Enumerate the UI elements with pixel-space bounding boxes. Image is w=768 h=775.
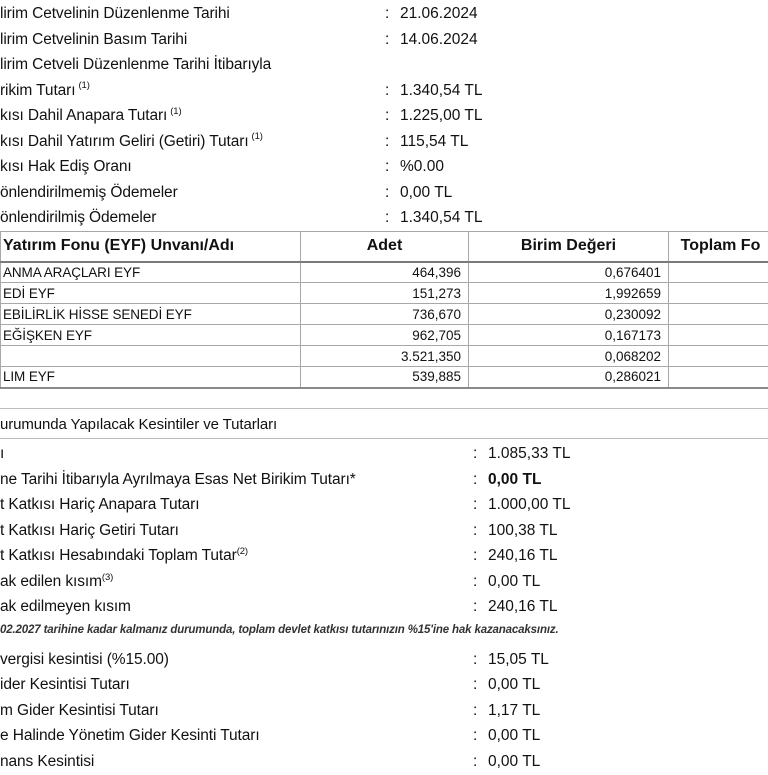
deduction-colon: : [473,441,477,467]
summary-value: %0.00 [400,154,444,180]
summary-value: 1.225,00 TL [400,103,482,129]
summary-value: 21.06.2024 [400,1,478,27]
deduction-label: ne Tarihi İtibarıyla Ayrılmaya Esas Net Birikim Tutarı* [0,467,356,493]
summary-label: lirim Cetvelinin Basım Tarihi [0,27,187,53]
table-row [1,262,768,283]
deduction-after-value: 0,00 TL [488,749,540,775]
summary-colon: : [385,27,389,53]
deduction-label: t Katkısı Hariç Getiri Tutarı [0,518,179,544]
cell-fund-name: EBİLİRLİK HİSSE SENEDİ EYF [1,304,301,325]
table-row [1,346,768,367]
deduction-colon: : [473,492,477,518]
deduction-after-value: 0,00 TL [488,672,540,698]
summary-label: rikim Tutarı $^{(1)}$ [0,78,90,104]
table-header-row [1,232,768,262]
deduction-footnote-marker: (2) [237,546,248,557]
summary-label: kısı Dahil Yatırım Geliri (Getiri) Tutarı $^{(1)}$ [0,129,263,155]
deduction-label: t Katkısı Hariç Anapara Tutarı [0,492,199,518]
summary-value: 115,54 TL [400,129,468,155]
cell-adet: 539,885 [301,367,469,388]
summary-value: 1.340,54 TL [400,78,482,104]
deduction-label: ak edilen kısım$^{(3)}$ [0,569,113,595]
cell-adet: 962,705 [301,325,469,346]
summary-colon: : [385,205,389,231]
cell-fund-name [1,346,301,367]
column-header-toplam-fon: Toplam Fo [669,232,768,262]
deduction-after-value: 0,00 TL [488,723,540,749]
deduction-after-label: ider Kesintisi Tutarı [0,672,130,698]
deduction-value: 240,16 TL [488,543,558,569]
summary-footnote-marker: (1) [170,106,181,117]
summary-label: lirim Cetvelinin Düzenlenme Tarihi [0,1,230,27]
cell-toplam-fon [669,304,768,325]
cell-fund-name: LIM EYF [1,367,301,388]
deduction-label: ı [0,441,4,467]
cell-fund-name: ANMA ARAÇLARI EYF [1,262,301,283]
deduction-after-label: nans Kesintisi [0,749,94,775]
deduction-after-colon: : [473,647,477,673]
deduction-value: 100,38 TL [488,518,558,544]
deduction-after-label: vergisi kesintisi (%15.00) [0,647,169,673]
deduction-colon: : [473,594,477,620]
deduction-after-label: m Gider Kesintisi Tutarı [0,698,159,724]
summary-colon: : [385,1,389,27]
cell-birim-degeri: 0,167173 [469,325,669,346]
deduction-label: t Katkısı Hesabındaki Toplam Tutar$^{(2)}$ [0,543,248,569]
deduction-after-colon: : [473,749,477,775]
fund-holdings-table [0,231,768,389]
column-header-fund-name: Yatırım Fonu (EYF) Unvanı/Adı [1,232,301,262]
table-row [1,304,768,325]
section-divider-top [0,408,768,409]
summary-footnote-marker: (1) [78,80,89,91]
cell-toplam-fon [669,283,768,304]
deduction-after-label: e Halinde Yönetim Gider Kesinti Tutarı [0,723,260,749]
column-header-adet: Adet [301,232,469,262]
cell-birim-degeri: 0,286021 [469,367,669,388]
deduction-after-value: 15,05 TL [488,647,549,673]
cell-adet: 151,273 [301,283,469,304]
table-row [1,325,768,346]
deduction-colon: : [473,467,477,493]
summary-colon: : [385,180,389,206]
summary-value: 14.06.2024 [400,27,478,53]
cell-toplam-fon [669,325,768,346]
cell-birim-degeri: 0,230092 [469,304,669,325]
deduction-value: 240,16 TL [488,594,558,620]
deduction-colon: : [473,569,477,595]
deduction-after-colon: : [473,723,477,749]
deduction-colon: : [473,518,477,544]
cell-adet: 736,670 [301,304,469,325]
deduction-label: ak edilmeyen kısım [0,594,131,620]
summary-value: 1.340,54 TL [400,205,482,231]
deduction-after-colon: : [473,698,477,724]
cell-toplam-fon [669,262,768,283]
summary-label: kısı Hak Ediş Oranı [0,154,132,180]
deduction-footnote-marker: (3) [102,571,113,582]
summary-colon: : [385,154,389,180]
cell-toplam-fon [669,367,768,388]
table-row [1,283,768,304]
summary-colon: : [385,129,389,155]
fund-table-header [1,232,768,262]
deduction-after-colon: : [473,672,477,698]
deduction-after-value: 1,17 TL [488,698,540,724]
section-divider-bottom [0,438,768,439]
summary-label: kısı Dahil Anapara Tutarı $^{(1)}$ [0,103,182,129]
cell-adet: 3.521,350 [301,346,469,367]
column-header-birim-degeri: Birim Değeri [469,232,669,262]
deductions-section-title: urumunda Yapılacak Kesintiler ve Tutarları [0,416,277,433]
summary-footnote-marker: (1) [252,131,263,142]
deduction-value: 1.000,00 TL [488,492,570,518]
cell-fund-name: EDİ EYF [1,283,301,304]
summary-value: 0,00 TL [400,180,452,206]
deduction-value: 0,00 TL [488,467,541,493]
summary-label: önlendirilmiş Ödemeler [0,205,156,231]
summary-label: lirim Cetveli Düzenlenme Tarihi İtibarıyla [0,52,271,78]
deduction-value: 0,00 TL [488,569,540,595]
vesting-note: 02.2027 tarihine kadar kalmanız durumunda, toplam devlet katkısı tutarınızın %15'ine hak kazanacaksınız. [0,624,559,636]
cell-birim-degeri: 0,068202 [469,346,669,367]
cell-birim-degeri: 0,676401 [469,262,669,283]
deduction-colon: : [473,543,477,569]
deduction-value: 1.085,33 TL [488,441,570,467]
cell-fund-name: EĞİŞKEN EYF [1,325,301,346]
fund-table-body [1,262,768,388]
summary-label: önlendirilmemiş Ödemeler [0,180,178,206]
summary-colon: : [385,103,389,129]
cell-toplam-fon [669,346,768,367]
cell-birim-degeri: 1,992659 [469,283,669,304]
summary-colon: : [385,78,389,104]
cell-adet: 464,396 [301,262,469,283]
table-row [1,367,768,388]
